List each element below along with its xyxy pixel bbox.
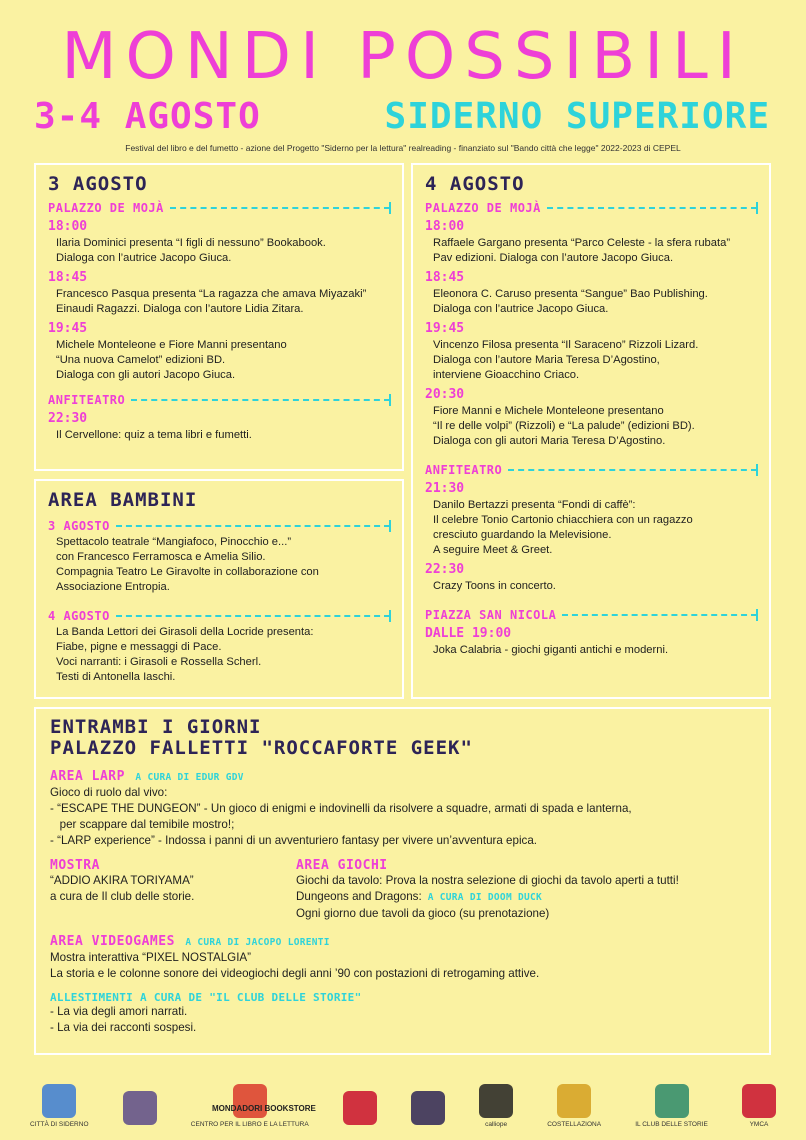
videogames-line: Mostra interattiva “PIXEL NOSTALGIA” xyxy=(50,951,252,964)
event-description xyxy=(48,428,390,443)
event-line: “Una nuova Camelot” edizioni BD. xyxy=(56,354,226,366)
event-line: Fiore Manni e Michele Monteleone presentano xyxy=(433,405,664,417)
event-description xyxy=(425,404,757,449)
event-line: A seguire Meet & Greet. xyxy=(433,544,553,556)
festival-subtitle: Festival del libro e del fumetto - azione del Progetto "Siderno per la lettura" realreading - finanziato sul "Bando città che legge" 2022-2023 di CEPEL xyxy=(125,143,681,153)
event-description xyxy=(425,498,757,558)
event-line: Francesco Pasqua presenta “La ragazza che amava Miyazaki” xyxy=(56,288,367,300)
calliope-icon xyxy=(479,1084,513,1118)
event-line: Dialoga con l’autrice Jacopo Giuca. xyxy=(433,303,609,315)
venue-anfiteatro: ANFITEATRO xyxy=(425,463,757,477)
event-line: Il Cervellone: quiz a tema libri e fumetti. xyxy=(56,429,252,441)
bambini-day-label: 3 AGOSTO xyxy=(48,519,390,533)
event-line: Vincenzo Filosa presenta “Il Saraceno” Rizzoli Lizard. xyxy=(433,339,699,351)
event-line: cresciuto guardando la Melevisione. xyxy=(433,529,612,541)
event-line: Pav edizioni. Dialoga con l’autore Jacopo Giuca. xyxy=(433,252,674,264)
day3-title: 3 AGOSTO xyxy=(48,173,148,195)
ymca-icon xyxy=(742,1084,776,1118)
festival-title: MONDI POSSIBILI xyxy=(61,20,745,94)
bambini-description xyxy=(48,535,390,595)
coat-of-arms-icon xyxy=(42,1084,76,1118)
event-description xyxy=(48,287,390,317)
area-videogames xyxy=(50,932,755,982)
event-line: Joka Calabria - giochi giganti antichi e moderni. xyxy=(433,644,669,656)
mostra-line: “ADDIO AKIRA TORIYAMA” xyxy=(50,874,194,887)
area-videogames-curator: A CURA DI JACOPO LORENTI xyxy=(185,937,330,948)
event-description xyxy=(425,643,757,658)
area-giochi-label: AREA GIOCHI xyxy=(296,858,388,873)
biblioteca-icon xyxy=(411,1091,445,1125)
bambini-line: Voci narranti: i Girasoli e Rossella Scherl. xyxy=(56,656,262,668)
day3-evening-events xyxy=(48,411,390,443)
larp-line: - “ESCAPE THE DUNGEON” - Un gioco di enigmi e indovinelli da risolvere a squadre, armati di spada e lanterna, xyxy=(50,802,632,815)
calliope-logo xyxy=(479,1084,513,1128)
larp-line: per scappare dal temibile mostro!; xyxy=(50,818,235,831)
event-line: Ilaria Dominici presenta “I figli di nessuno” Bookabook. xyxy=(56,237,326,249)
dnd-curator: A CURA DI DOOM DUCK xyxy=(427,892,543,903)
allestimenti-label: ALLESTIMENTI A CURA DE "IL CLUB DELLE STORIE" xyxy=(50,991,362,1004)
bambini-line: Associazione Entropia. xyxy=(56,581,170,593)
bambini-day-label: 4 AGOSTO xyxy=(48,609,390,623)
event-line: “Il re delle volpi” (Rizzoli) e “La palude” (edizioni BD). xyxy=(433,420,695,432)
event-line: Dialoga con gli autori Jacopo Giuca. xyxy=(56,369,236,381)
sitlia-logo xyxy=(343,1091,377,1128)
allestimenti xyxy=(50,991,755,1036)
costellazione-icon xyxy=(557,1084,591,1118)
logo-caption: calliope xyxy=(485,1121,508,1128)
coat-of-arms-logo xyxy=(30,1084,89,1128)
videogames-line: La storia e le colonne sonore dei videogiochi degli anni ’90 con postazioni di retrogaming attive. xyxy=(50,967,540,980)
library-mascot-icon xyxy=(123,1091,157,1125)
logo-caption: COSTELLAZIONA xyxy=(547,1121,602,1128)
bambini-line: Testi di Antonella Iaschi. xyxy=(56,671,176,683)
bambini-title: AREA BAMBINI xyxy=(48,489,198,511)
logo-caption: CENTRO PER IL LIBRO E LA LETTURA xyxy=(190,1121,309,1128)
event-line: Dialoga con l’autrice Jacopo Giuca. xyxy=(56,252,232,264)
day4-box xyxy=(411,163,771,699)
event-description xyxy=(425,338,757,383)
costellazione-logo xyxy=(547,1084,601,1128)
event-time: 18:45 xyxy=(48,270,88,285)
event-time: 20:30 xyxy=(425,387,465,402)
area-larp-label: AREA LARP xyxy=(50,769,125,784)
biblioteca-logo xyxy=(411,1091,445,1128)
day3-events xyxy=(48,219,390,383)
bambini-line: con Francesco Ferramosca e Amelia Silio. xyxy=(56,551,266,563)
event-line: Eleonora C. Caruso presenta “Sangue” Bao Publishing. xyxy=(433,288,708,300)
event-time: 18:00 xyxy=(425,219,465,234)
sitlia-icon xyxy=(343,1091,377,1125)
entrambi-venue: PALAZZO FALLETTI "ROCCAFORTE GEEK" xyxy=(50,737,473,759)
area-giochi-line: Giochi da tavolo: Prova la nostra selezione di giochi da tavolo aperti a tutti! xyxy=(296,874,679,887)
area-larp-description xyxy=(50,785,755,849)
mostra-label: MOSTRA xyxy=(50,858,100,873)
event-description xyxy=(425,236,757,266)
entrambi-title: ENTRAMBI I GIORNI xyxy=(50,716,262,738)
sponsor-logos xyxy=(30,1062,776,1128)
event-line: Dialoga con l’autore Maria Teresa D’Agostino, xyxy=(433,354,660,366)
larp-line: Gioco di ruolo dal vivo: xyxy=(50,786,168,799)
bambini-description xyxy=(48,625,390,685)
festival-dates: 3-4 AGOSTO xyxy=(34,96,261,137)
event-description xyxy=(48,236,390,266)
library-mascot-logo xyxy=(123,1091,157,1128)
area-giochi xyxy=(296,858,679,922)
logo-caption: YMCA xyxy=(749,1121,769,1128)
event-time: 22:30 xyxy=(48,411,88,426)
event-line: Crazy Toons in concerto. xyxy=(433,580,556,592)
bambini-line: La Banda Lettori dei Girasoli della Locride presenta: xyxy=(56,626,314,638)
area-larp-curator: A CURA DI EDUR GDV xyxy=(135,772,244,783)
venue-palazzo-de-moja: PALAZZO DE MOJÀ xyxy=(48,201,390,215)
larp-line: - “LARP experience” - Indossa i panni di un avventuriero fantasy per vivere un’avventura epica. xyxy=(50,834,537,847)
event-line: interviene Gioacchino Criaco. xyxy=(433,369,580,381)
club-delle-storie-icon xyxy=(655,1084,689,1118)
club-delle-storie-logo xyxy=(635,1084,708,1128)
logo-caption: IL CLUB DELLE STORIE xyxy=(635,1121,708,1128)
allestimenti-line: - La via dei racconti sospesi. xyxy=(50,1021,197,1034)
event-line: Raffaele Gargano presenta “Parco Celeste - la sfera rubata” xyxy=(433,237,731,249)
event-time: 22:30 xyxy=(425,562,465,577)
venue-piazza-san-nicola: PIAZZA SAN NICOLA xyxy=(425,608,757,622)
event-line: Il celebre Tonio Cartonio chiacchiera con un ragazzo xyxy=(433,514,693,526)
bambini-sections xyxy=(48,519,390,685)
event-description xyxy=(425,287,757,317)
day4-events xyxy=(425,219,757,449)
event-time: DALLE 19:00 xyxy=(425,626,512,641)
event-time: 21:30 xyxy=(425,481,465,496)
area-videogames-label: AREA VIDEOGAMES xyxy=(50,934,175,949)
mostra-line: a cura de Il club delle storie. xyxy=(50,890,195,903)
bambini-line: Compagnia Teatro Le Giravolte in collaborazione con xyxy=(56,566,319,578)
area-giochi-line: Ogni giorno due tavoli da gioco (su prenotazione) xyxy=(296,907,550,920)
day4-piazza-events xyxy=(425,626,757,658)
mondadori-logo: MONDADORI BOOKSTORE xyxy=(212,1104,316,1113)
area-larp xyxy=(50,767,755,849)
event-time: 19:45 xyxy=(425,321,465,336)
event-time: 19:45 xyxy=(48,321,88,336)
event-description xyxy=(48,338,390,383)
ymca-logo xyxy=(742,1084,776,1128)
event-line: Michele Monteleone e Fiore Manni presentano xyxy=(56,339,287,351)
area-giochi-line: Dungeons and Dragons: A CURA DI DOOM DUCK xyxy=(296,890,543,903)
event-line: Dialoga con gli autori Maria Teresa D’Agostino. xyxy=(433,435,666,447)
day4-title: 4 AGOSTO xyxy=(425,173,525,195)
day3-box xyxy=(34,163,404,471)
bambini-line: Fiabe, pigne e messaggi di Pace. xyxy=(56,641,222,653)
event-line: Danilo Bertazzi presenta “Fondi di caffè”: xyxy=(433,499,636,511)
allestimenti-line: - La via degli amori narrati. xyxy=(50,1005,188,1018)
event-time: 18:45 xyxy=(425,270,465,285)
entrambi-box xyxy=(34,707,771,1055)
day4-evening-events xyxy=(425,481,757,594)
mostra xyxy=(50,858,296,922)
event-description xyxy=(425,579,757,594)
bambini-box xyxy=(34,479,404,699)
venue-palazzo-de-moja: PALAZZO DE MOJÀ xyxy=(425,201,757,215)
festival-place: SIDERNO SUPERIORE xyxy=(384,96,770,137)
event-time: 18:00 xyxy=(48,219,88,234)
bambini-line: Spettacolo teatrale “Mangiafoco, Pinocchio e...” xyxy=(56,536,292,548)
event-line: Einaudi Ragazzi. Dialoga con l’autore Lidia Zitara. xyxy=(56,303,304,315)
venue-anfiteatro: ANFITEATRO xyxy=(48,393,390,407)
logo-caption: CITTÀ DI SIDERNO xyxy=(30,1121,89,1128)
